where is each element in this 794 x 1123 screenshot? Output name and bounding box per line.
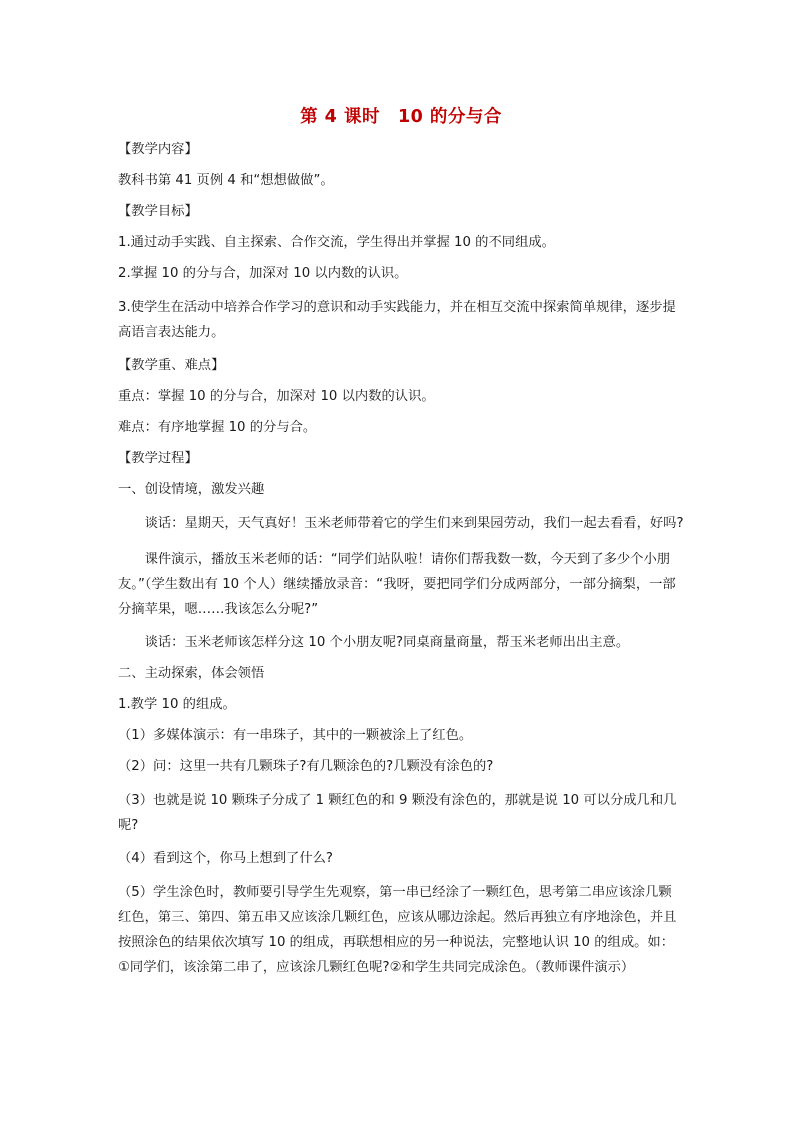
part-2-item-1: 1.教学 10 的组成。 — [118, 697, 236, 712]
section-heading-process: 【教学过程】 — [118, 451, 198, 466]
part-1-heading: 一、创设情境，激发兴趣 — [118, 482, 265, 497]
content-text: 教科书第 41 页例 4 和“想想做做”。 — [118, 173, 334, 188]
section-heading-goals: 【教学目标】 — [118, 204, 198, 219]
section-heading-key-points: 【教学重、难点】 — [118, 358, 225, 373]
step-1: （1）多媒体演示：有一串珠子，其中的一颗被涂上了红色。 — [118, 728, 473, 743]
difficult-point: 难点：有序地掌握 10 的分与合。 — [118, 420, 317, 435]
part-2-heading: 二、主动探索，体会领悟 — [118, 666, 265, 681]
step-4: （4）看到这个，你马上想到了什么? — [118, 851, 333, 866]
section-heading-content: 【教学内容】 — [118, 142, 198, 157]
goal-item-3: 3.使学生在活动中培养合作学习的意识和动手实践能力，并在相互交流中探索简单规律，逐步提高语言表达能力。 — [118, 300, 676, 340]
key-point: 重点：掌握 10 的分与合，加深对 10 以内数的认识。 — [118, 389, 435, 404]
part-1-paragraph-2: 课件演示，播放玉米老师的话：“同学们站队啦！请你们帮我数一数，今天到了多少个小朋友。”（学生数出有 10 个人）继续播放录音：“我呀，要把同学们分成两部分，一部分摘梨，一部分摘苹果，嗯……我该怎么分呢?” — [118, 552, 676, 617]
goal-item-2: 2.掌握 10 的分与合，加深对 10 以内数的认识。 — [118, 266, 408, 281]
step-3: （3）也就是说 10 颗珠子分成了 1 颗红色的和 9 颗没有涂色的，那就是说 10 可以分成几和几呢? — [118, 793, 677, 833]
part-1-paragraph-3: 谈话：玉米老师该怎样分这 10 个小朋友呢?同桌商量商量，帮玉米老师出出主意。 — [144, 635, 630, 650]
goal-item-1: 1.通过动手实践、自主探索、合作交流，学生得出并掌握 10 的不同组成。 — [118, 235, 555, 250]
lesson-title: 第 4 课时 10 的分与合 — [300, 107, 502, 127]
part-1-paragraph-1: 谈话：星期天，天气真好！玉米老师带着它的学生们来到果园劳动，我们一起去看看，好吗? — [144, 516, 684, 531]
step-2: （2）问：这里一共有几颗珠子?有几颗涂色的?几颗没有涂色的? — [118, 759, 494, 774]
step-5: （5）学生涂色时，教师要引导学生先观察，第一串已经涂了一颗红色，思考第二串应该涂几颗红色，第三、第四、第五串又应该涂几颗红色，应该从哪边涂起。然后再独立有序地涂色，并且按照涂色的结果依次填写 10 的组成，再联想相应的另一种说法，完整地认识 10 的组成。如：①同学们，该涂第二串了，应该涂几颗红色呢?②和学生共同完成涂色。（教师课件演示） — [118, 885, 677, 975]
